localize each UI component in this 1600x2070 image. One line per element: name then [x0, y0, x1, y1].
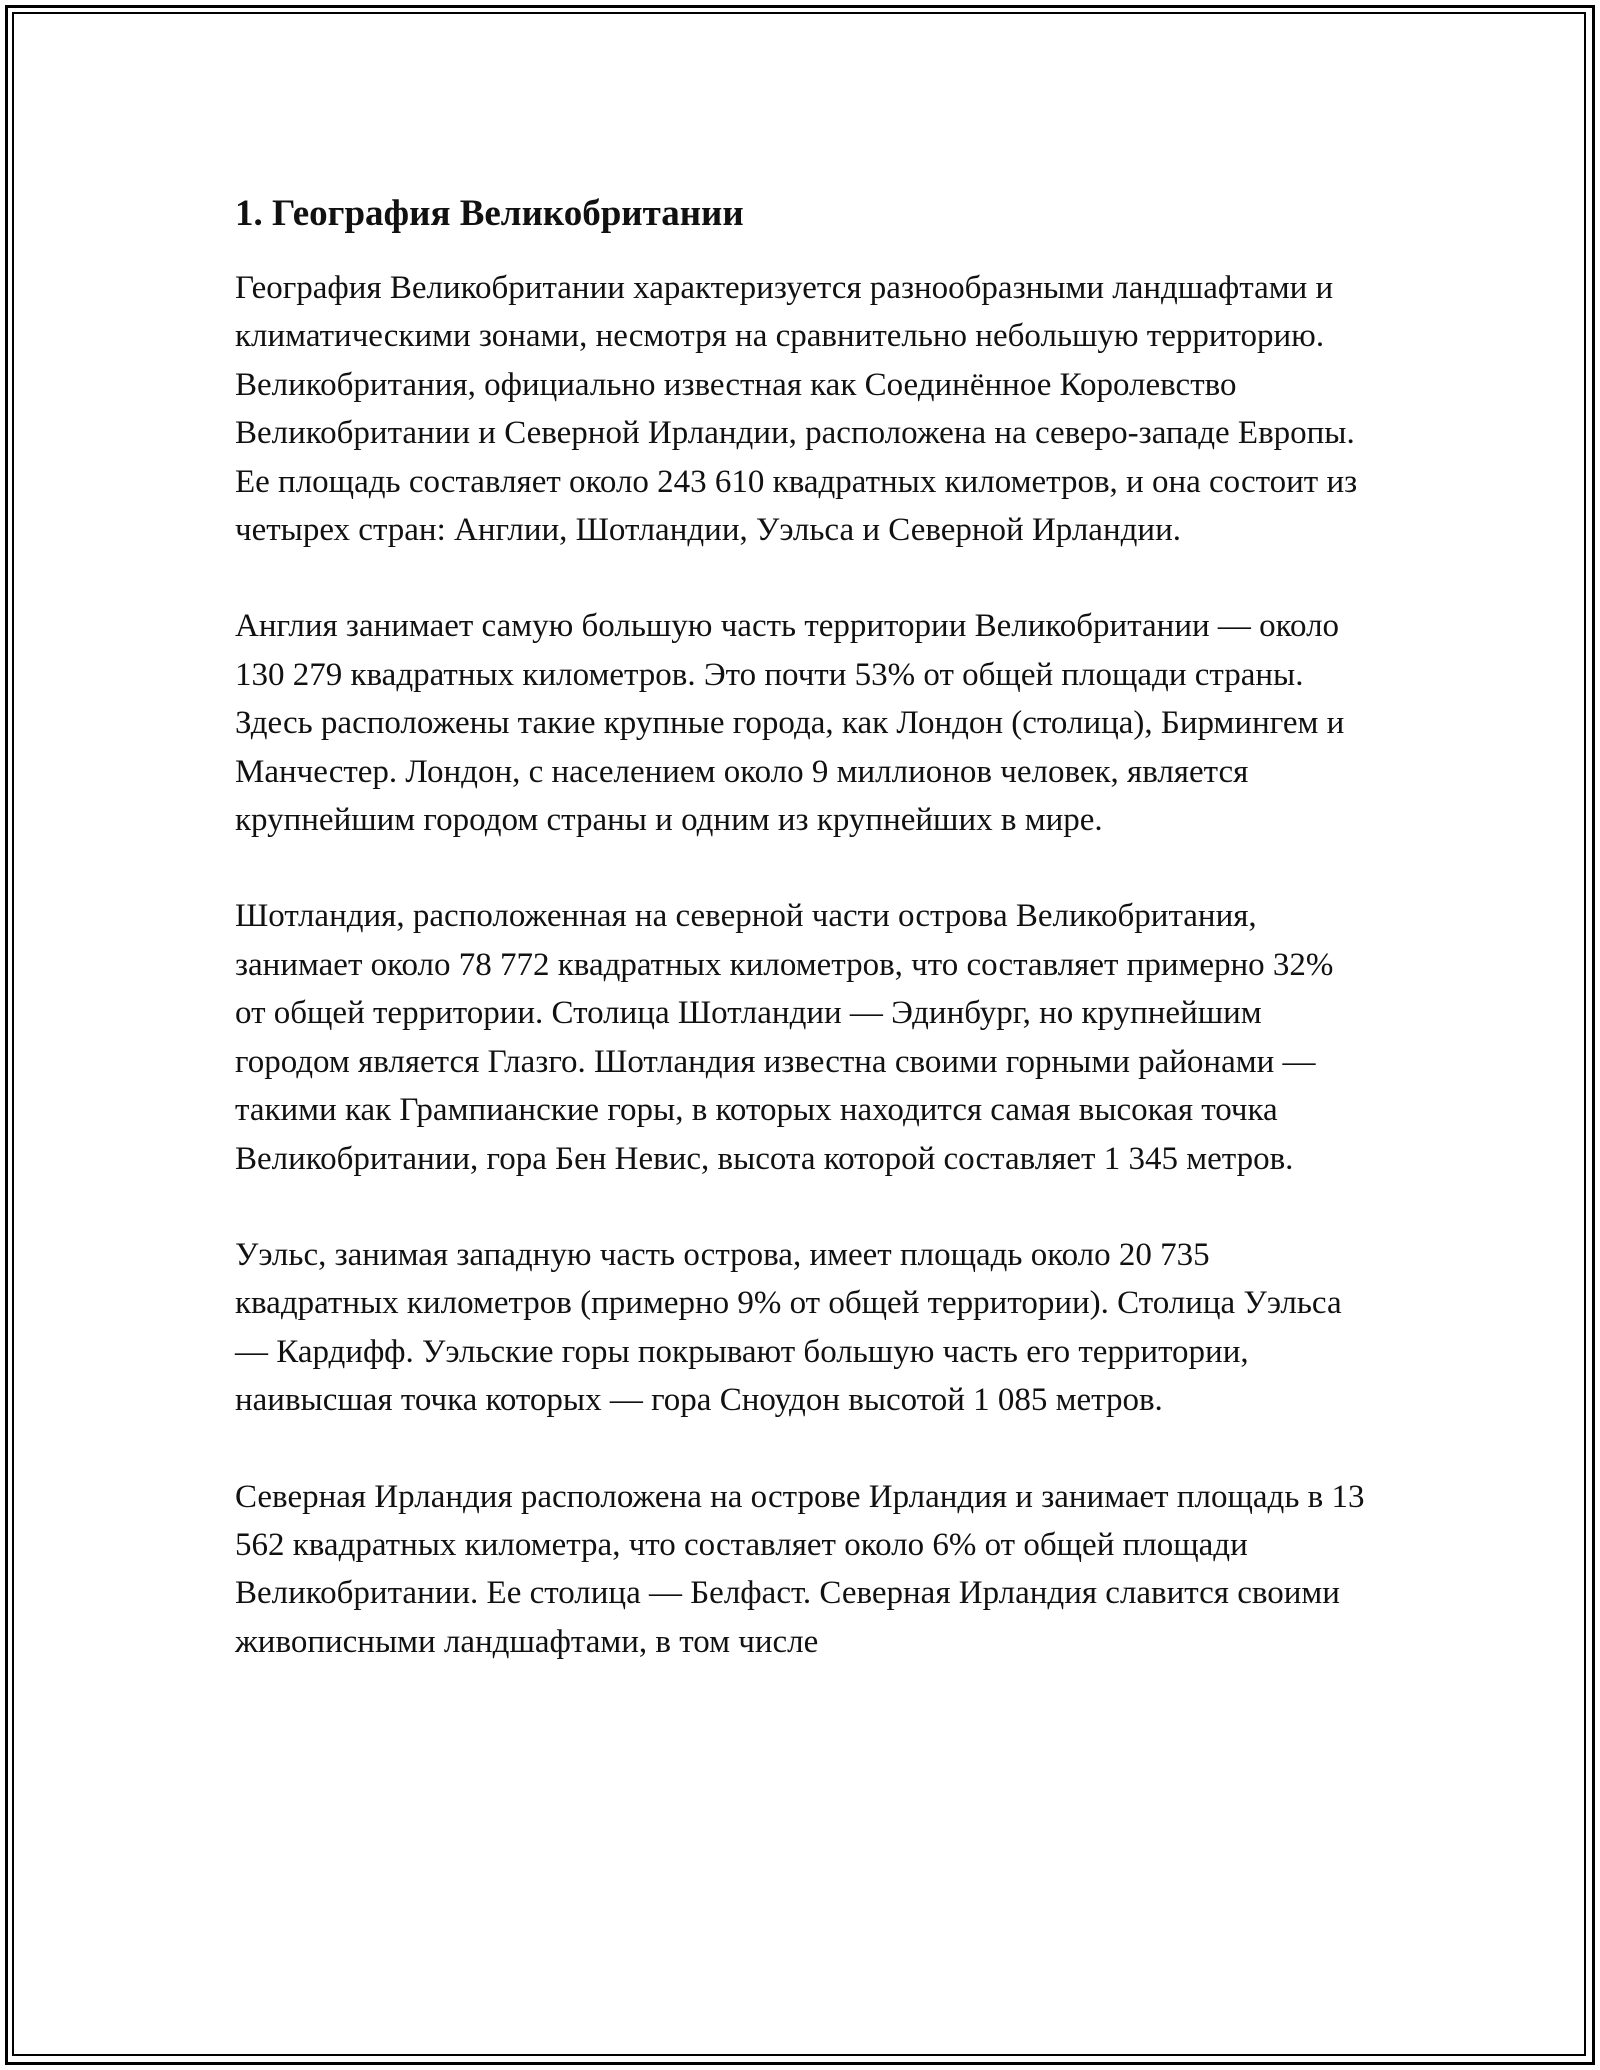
paragraph-wales: Уэльс, занимая западную часть острова, имеет площадь около 20 735 квадратных километров (примерно 9% от общей территории). Столица Уэльса — Кардифф. Уэльские горы покрывают большую часть его территории, наивысшая точка которых — гора Сноудон высотой 1 085 метров. — [235, 1236, 1342, 1419]
paragraph-england: Англия занимает самую большую часть территории Великобритании — около 130 279 квадратных километров. Это почти 53% от общей площади страны. Здесь расположены такие крупные города, как Лондон (столица), Бирмингем и Манчестер. Лондон, с населением около 9 миллионов человек, является крупнейшим городом страны и одним из крупнейших в мире. — [235, 608, 1345, 839]
document-body — [235, 188, 1375, 1666]
paragraph-northern-ireland: Северная Ирландия расположена на острове Ирландия и занимает площадь в 13 562 квадратных километра, что составляет около 6% от общей площади Великобритании. Ее столица — Белфаст. Северная Ирландия славится своими живописными ландшафтами, в том числе — [235, 1478, 1365, 1660]
paragraph-intro: География Великобритании характеризуется разнообразными ландшафтами и климатическими зонами, несмотря на сравнительно небольшую территорию. Великобритания, официально известная как Соединённое Королевство Великобритании и Северной Ирландии, расположена на северо-западе Европы. Ее площадь составляет около 243 610 квадратных километров, и она состоит из четырех стран: Англии, Шотландии, Уэльса и Северной Ирландии. — [235, 270, 1358, 549]
paragraph-scotland: Шотландия, расположенная на северной части острова Великобритания, занимает около 78 772 квадратных километров, что составляет примерно 32% от общей территории. Столица Шотландии — Эдинбург, но крупнейшим городом является Глазго. Шотландия известна своими горными районами — такими как Грампианские горы, в которых находится самая высокая точка Великобритании, гора Бен Невис, высота которой составляет 1 345 метров. — [235, 898, 1334, 1177]
section-heading: 1. География Великобритании — [235, 193, 744, 234]
